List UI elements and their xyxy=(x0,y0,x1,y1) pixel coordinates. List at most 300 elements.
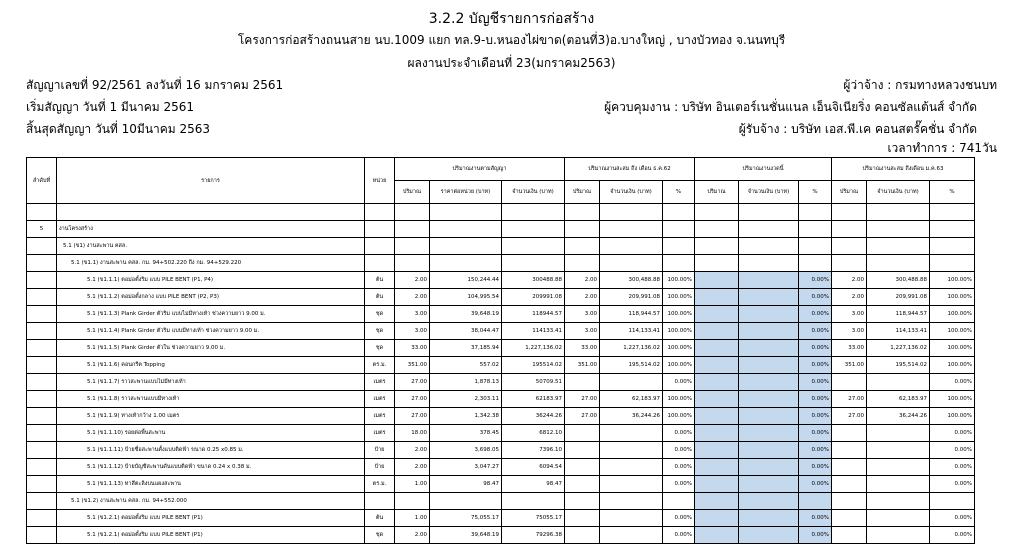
report-period: ผลงานประจำเดือนที่ 23(มกราคม2563) xyxy=(407,56,616,70)
construction-items-table xyxy=(26,157,975,544)
table-cell: 118944.57 xyxy=(502,306,565,323)
table-cell: 3.00 xyxy=(395,306,430,323)
table-cell: 27.00 xyxy=(395,374,430,391)
table-cell: 0.00% xyxy=(930,476,975,493)
table-cell: เมตร xyxy=(365,391,395,408)
sub-qty: ปริมาณ xyxy=(695,181,739,204)
table-cell xyxy=(695,238,739,255)
table-row xyxy=(27,442,975,459)
table-cell xyxy=(695,527,739,544)
sub-amount: จำนวนเงิน (บาท) xyxy=(739,181,799,204)
table-cell xyxy=(365,493,395,510)
table-cell xyxy=(832,425,867,442)
table-cell: 209,991.08 xyxy=(867,289,930,306)
table-cell xyxy=(27,323,57,340)
table-cell xyxy=(695,255,739,272)
table-cell xyxy=(600,442,663,459)
table-cell: 2.00 xyxy=(395,272,430,289)
table-row xyxy=(27,408,975,425)
table-cell xyxy=(832,476,867,493)
table-cell xyxy=(695,289,739,306)
table-row xyxy=(27,357,975,374)
table-row xyxy=(27,204,975,221)
cell-item: 5.1 (ข1.1.11) ป้ายชื่อสะพานตั้งแบบติดฟ้า ขนาด 0.25 x0.85 ม. xyxy=(57,442,365,459)
table-cell: 0.00% xyxy=(930,510,975,527)
table-cell xyxy=(600,476,663,493)
table-row xyxy=(27,391,975,408)
table-cell xyxy=(502,221,565,238)
table-cell xyxy=(739,255,799,272)
table-cell: 38,044.47 xyxy=(430,323,502,340)
table-cell: 0.00% xyxy=(663,459,695,476)
table-cell: 36,244.26 xyxy=(867,408,930,425)
table-cell xyxy=(565,238,600,255)
table-cell: 3,047.27 xyxy=(430,459,502,476)
table-cell: 0.00% xyxy=(663,442,695,459)
table-cell: 0.00% xyxy=(663,476,695,493)
table-cell: 557.02 xyxy=(430,357,502,374)
table-cell: ชุด xyxy=(365,323,395,340)
sub-unit-price: ราคาต่อหน่วย (บาท) xyxy=(430,181,502,204)
table-cell xyxy=(695,357,739,374)
table-cell xyxy=(739,425,799,442)
table-row xyxy=(27,527,975,544)
table-cell: 36,244.26 xyxy=(600,408,663,425)
table-cell: 100.00% xyxy=(663,408,695,425)
table-cell xyxy=(27,340,57,357)
table-cell: 114,133.41 xyxy=(600,323,663,340)
table-cell: ตร.ม. xyxy=(365,476,395,493)
table-cell: 3.00 xyxy=(832,306,867,323)
table-cell: 100.00% xyxy=(930,357,975,374)
table-cell: 2.00 xyxy=(565,272,600,289)
table-cell: 351.00 xyxy=(832,357,867,374)
table-cell: 209,991.08 xyxy=(600,289,663,306)
cell-item: 5.1 (ข1.1.8) ราวสะพานแบบมีทางเท้า xyxy=(57,391,365,408)
table-cell: 0.00% xyxy=(799,408,832,425)
table-cell xyxy=(867,459,930,476)
table-cell xyxy=(395,204,430,221)
cell-item: 5.1 (ข1.1.3) Plank Girder ตัวริม แบบไม่มีทางเท้า ช่วงความยาว 9.00 ม. xyxy=(57,306,365,323)
table-cell xyxy=(565,510,600,527)
table-cell xyxy=(27,425,57,442)
cell-item: 5.1 (ข1.2.1) ตอม่อตั้งริม แบบ PILE BENT (P1) xyxy=(57,527,365,544)
table-cell: 79296.38 xyxy=(502,527,565,544)
table-cell: ป้าย xyxy=(365,442,395,459)
table-cell: 0.00% xyxy=(799,527,832,544)
sub-qty: ปริมาณ xyxy=(832,181,867,204)
table-cell xyxy=(867,425,930,442)
header-unit: หน่วย xyxy=(365,158,395,204)
table-cell xyxy=(832,204,867,221)
table-cell xyxy=(695,442,739,459)
table-cell: 0.00% xyxy=(799,476,832,493)
table-row xyxy=(27,510,975,527)
sub-qty: ปริมาณ xyxy=(395,181,430,204)
table-cell: 0.00% xyxy=(930,459,975,476)
sub-pct: % xyxy=(930,181,975,204)
contract-end: สิ้นสุดสัญญา วันที่ 10มีนาคม 2563 xyxy=(26,122,211,136)
cell-item: 5.1 (ข1.1.4) Plank Girder ตัวริม แบบมีทางเท้า ช่วงความยาว 9.00 ม. xyxy=(57,323,365,340)
table-cell xyxy=(395,238,430,255)
table-cell xyxy=(663,204,695,221)
cell-item: 5.1 (ข1.1.9) ทางเท้ากว้าง 1.00 เมตร xyxy=(57,408,365,425)
table-cell xyxy=(739,476,799,493)
table-cell xyxy=(27,272,57,289)
cell-item: 5.1 (ข1.1.5) Plank Girder ตัวใน ช่วงความยาว 9.00 ม. xyxy=(57,340,365,357)
table-cell: 39,648.19 xyxy=(430,527,502,544)
table-cell: 0.00% xyxy=(930,425,975,442)
header-cumulative-dec: ปริมาณงานสะสม ถึง เดือน ธ.ค.62 xyxy=(565,158,695,181)
table-cell xyxy=(395,221,430,238)
table-row xyxy=(27,374,975,391)
table-cell xyxy=(663,221,695,238)
table-cell xyxy=(867,442,930,459)
table-row xyxy=(27,323,975,340)
cell-item: 5.1 (ข1) งานสะพาน คสล. xyxy=(57,238,365,255)
table-cell: ต้น xyxy=(365,510,395,527)
table-cell: 300,488.88 xyxy=(600,272,663,289)
table-cell: 0.00% xyxy=(799,459,832,476)
table-cell: 2.00 xyxy=(832,289,867,306)
table-cell: 0.00% xyxy=(799,442,832,459)
table-cell: 2.00 xyxy=(565,289,600,306)
table-cell xyxy=(27,255,57,272)
table-cell: 104,995.54 xyxy=(430,289,502,306)
table-cell: 0.00% xyxy=(930,442,975,459)
table-cell: 351.00 xyxy=(565,357,600,374)
table-cell: 100.00% xyxy=(930,272,975,289)
contract-number: สัญญาเลขที่ 92/2561 ลงวันที่ 16 มกราคม 2561 xyxy=(26,78,284,92)
employer: ผู้ว่าจ้าง : กรมทางหลวงชนบท xyxy=(843,78,997,92)
table-cell xyxy=(565,493,600,510)
cell-item: 5.1 (ข1.1.2) ตอม่อตั้งกลาง แบบ PILE BENT (P2, P3) xyxy=(57,289,365,306)
table-cell xyxy=(395,255,430,272)
cell-item: 5.1 (ข1.1.1) ตอม่อตั้งริม แบบ PILE BENT (P1, P4) xyxy=(57,272,365,289)
table-cell xyxy=(695,408,739,425)
table-row xyxy=(27,306,975,323)
table-cell: ตร.ม. xyxy=(365,357,395,374)
cell-item: 5.1 (ข1.1.7) ราวสะพานแบบไม่มีทางเท้า xyxy=(57,374,365,391)
table-cell xyxy=(739,527,799,544)
table-cell xyxy=(799,238,832,255)
table-cell xyxy=(695,221,739,238)
table-cell xyxy=(600,255,663,272)
table-cell xyxy=(27,391,57,408)
table-cell: 5 xyxy=(27,221,57,238)
table-cell: ชุด xyxy=(365,306,395,323)
table-cell xyxy=(365,221,395,238)
table-cell xyxy=(930,221,975,238)
table-cell: 100.00% xyxy=(930,323,975,340)
table-row xyxy=(27,476,975,493)
table-row xyxy=(27,289,975,306)
table-cell xyxy=(867,527,930,544)
table-cell xyxy=(832,459,867,476)
table-cell: 62183.97 xyxy=(502,391,565,408)
table-cell: 100.00% xyxy=(930,391,975,408)
table-cell xyxy=(27,374,57,391)
table-cell xyxy=(739,459,799,476)
cell-item: 5.1 (ข1.1.13) ทาสีตะลิงบนแผงสะพาน xyxy=(57,476,365,493)
table-cell: 0.00% xyxy=(930,374,975,391)
cell-item: 5.1 (ข1.1.6) คอนกรีต Topping xyxy=(57,357,365,374)
table-cell xyxy=(502,204,565,221)
table-cell xyxy=(867,255,930,272)
table-cell: 195,514.02 xyxy=(600,357,663,374)
table-cell: 3.00 xyxy=(565,323,600,340)
cell-item: งานโครงสร้าง xyxy=(57,221,365,238)
table-cell: 100.00% xyxy=(663,306,695,323)
table-cell xyxy=(867,510,930,527)
table-cell: 100.00% xyxy=(930,289,975,306)
table-cell xyxy=(565,374,600,391)
sub-amount: จำนวนเงิน (บาท) xyxy=(867,181,930,204)
table-cell xyxy=(739,391,799,408)
sub-pct: % xyxy=(663,181,695,204)
table-row xyxy=(27,272,975,289)
table-cell xyxy=(799,255,832,272)
table-cell xyxy=(832,510,867,527)
table-cell: 39,648.19 xyxy=(430,306,502,323)
table-cell: 3,698.05 xyxy=(430,442,502,459)
table-cell xyxy=(739,340,799,357)
table-cell xyxy=(739,204,799,221)
table-cell xyxy=(695,391,739,408)
table-cell xyxy=(565,255,600,272)
table-cell xyxy=(27,204,57,221)
table-cell: 0.00% xyxy=(799,425,832,442)
table-cell: 0.00% xyxy=(930,527,975,544)
table-cell: 2.00 xyxy=(395,442,430,459)
table-cell xyxy=(739,306,799,323)
table-cell xyxy=(695,476,739,493)
table-cell: 0.00% xyxy=(799,306,832,323)
table-cell: 36244.26 xyxy=(502,408,565,425)
table-cell xyxy=(739,238,799,255)
table-cell xyxy=(832,527,867,544)
table-cell: 0.00% xyxy=(799,510,832,527)
table-cell xyxy=(799,204,832,221)
table-cell: ต้น xyxy=(365,289,395,306)
table-cell xyxy=(663,238,695,255)
table-cell: 3.00 xyxy=(395,323,430,340)
table-cell: 50709.51 xyxy=(502,374,565,391)
table-cell xyxy=(27,527,57,544)
table-cell: 100.00% xyxy=(663,391,695,408)
table-cell: 100.00% xyxy=(663,323,695,340)
sub-amount: จำนวนเงิน (บาท) xyxy=(502,181,565,204)
table-cell xyxy=(365,238,395,255)
header-this-period: ปริมาณงานงวดนี้ xyxy=(695,158,832,181)
table-cell xyxy=(695,374,739,391)
header-contract-quantity: ปริมาณงานตามสัญญา xyxy=(395,158,565,181)
table-cell xyxy=(565,221,600,238)
table-cell: 300,488.88 xyxy=(867,272,930,289)
table-cell xyxy=(27,408,57,425)
table-cell xyxy=(930,204,975,221)
table-cell: 6812.10 xyxy=(502,425,565,442)
table-row xyxy=(27,255,975,272)
table-cell: 62,183.97 xyxy=(867,391,930,408)
table-cell: 118,944.57 xyxy=(600,306,663,323)
table-cell xyxy=(832,255,867,272)
table-cell xyxy=(695,306,739,323)
table-cell xyxy=(832,221,867,238)
table-cell: 1,342.38 xyxy=(430,408,502,425)
table-cell xyxy=(565,459,600,476)
table-cell xyxy=(695,459,739,476)
table-cell xyxy=(502,255,565,272)
table-cell xyxy=(663,493,695,510)
table-cell xyxy=(565,442,600,459)
cell-item: 5.1 (ข1.2) งานสะพาน คสล. กม. 94+552.000 xyxy=(57,493,365,510)
table-cell xyxy=(695,323,739,340)
table-cell xyxy=(600,221,663,238)
table-cell: 2.00 xyxy=(395,527,430,544)
table-cell xyxy=(739,493,799,510)
table-cell xyxy=(695,272,739,289)
table-cell: 100.00% xyxy=(930,408,975,425)
table-cell xyxy=(867,238,930,255)
table-cell: 1.00 xyxy=(395,510,430,527)
table-cell: 1,878.13 xyxy=(430,374,502,391)
table-cell xyxy=(365,204,395,221)
table-cell xyxy=(565,425,600,442)
table-cell: 2,303.11 xyxy=(430,391,502,408)
table-cell xyxy=(600,510,663,527)
table-cell: 2.00 xyxy=(395,289,430,306)
table-cell xyxy=(739,442,799,459)
table-cell: 33.00 xyxy=(832,340,867,357)
table-cell xyxy=(430,493,502,510)
table-cell: 150,244.44 xyxy=(430,272,502,289)
table-cell: 100.00% xyxy=(663,340,695,357)
table-row xyxy=(27,425,975,442)
table-cell: 98.47 xyxy=(502,476,565,493)
table-cell: 351.00 xyxy=(395,357,430,374)
contractor: ผู้รับจ้าง : บริษัท เอส.พี.เค คอนสตรั๊คชั่น จำกัด xyxy=(738,122,977,136)
table-cell xyxy=(867,221,930,238)
table-cell xyxy=(695,204,739,221)
table-cell xyxy=(600,493,663,510)
table-cell xyxy=(27,493,57,510)
table-cell: เมตร xyxy=(365,374,395,391)
table-cell xyxy=(695,425,739,442)
table-cell xyxy=(695,510,739,527)
sub-pct: % xyxy=(799,181,832,204)
table-cell: 62,183.97 xyxy=(600,391,663,408)
table-cell xyxy=(739,374,799,391)
page-title: 3.2.2 บัญชีรายการก่อสร้าง xyxy=(428,11,595,27)
table-cell xyxy=(565,204,600,221)
table-cell: 2.00 xyxy=(832,272,867,289)
table-cell: 3.00 xyxy=(832,323,867,340)
table-cell: 1,227,136.02 xyxy=(502,340,565,357)
table-cell xyxy=(867,493,930,510)
table-cell: 0.00% xyxy=(799,374,832,391)
table-cell: เมตร xyxy=(365,408,395,425)
table-cell xyxy=(799,493,832,510)
cell-item: 5.1 (ข1.1) งานสะพาน คสล. กม. 94+502.220 ถึง กม. 94+529.220 xyxy=(57,255,365,272)
table-cell xyxy=(430,255,502,272)
table-cell xyxy=(832,238,867,255)
table-cell xyxy=(502,493,565,510)
table-cell: 27.00 xyxy=(565,391,600,408)
table-cell xyxy=(832,493,867,510)
table-cell xyxy=(600,374,663,391)
table-cell xyxy=(739,408,799,425)
table-cell xyxy=(663,255,695,272)
table-cell xyxy=(600,238,663,255)
table-cell xyxy=(739,289,799,306)
table-cell: 0.00% xyxy=(799,289,832,306)
table-cell xyxy=(867,476,930,493)
table-cell xyxy=(739,221,799,238)
header-seq: ลำดับที่ xyxy=(27,158,57,204)
table-cell xyxy=(867,204,930,221)
table-cell: 0.00% xyxy=(663,425,695,442)
table-cell: 0.00% xyxy=(799,323,832,340)
table-cell xyxy=(27,459,57,476)
table-cell: ป้าย xyxy=(365,459,395,476)
table-cell xyxy=(430,238,502,255)
table-cell: 33.00 xyxy=(565,340,600,357)
table-cell: 75055.17 xyxy=(502,510,565,527)
table-cell: 27.00 xyxy=(832,408,867,425)
table-cell xyxy=(600,459,663,476)
table-cell xyxy=(739,323,799,340)
table-cell xyxy=(695,340,739,357)
table-cell: 18.00 xyxy=(395,425,430,442)
table-cell: 1,227,136.02 xyxy=(600,340,663,357)
table-cell: 75,055.17 xyxy=(430,510,502,527)
table-cell xyxy=(600,527,663,544)
table-cell: 300488.88 xyxy=(502,272,565,289)
table-cell: 195,514.02 xyxy=(867,357,930,374)
table-cell xyxy=(739,357,799,374)
table-cell: 114133.41 xyxy=(502,323,565,340)
table-cell xyxy=(832,442,867,459)
table-cell xyxy=(365,255,395,272)
table-cell xyxy=(502,238,565,255)
project-name: โครงการก่อสร้างถนนสาย นบ.1009 แยก ทล.9-บ.หนองไผ่ขาด(ตอนที่3)อ.บางใหญ่ , บางบัวทอง จ.นนทบุรี xyxy=(237,33,786,47)
table-cell: 0.00% xyxy=(799,391,832,408)
table-cell xyxy=(930,238,975,255)
table-cell xyxy=(739,510,799,527)
working-duration: เวลาทำการ : 741วัน xyxy=(887,141,997,155)
table-cell: 27.00 xyxy=(832,391,867,408)
cell-item: 5.1 (ข1.2.1) ตอม่อตั้งริม แบบ PILE BENT (P1) xyxy=(57,510,365,527)
table-cell: 100.00% xyxy=(930,340,975,357)
table-cell: 37,185.94 xyxy=(430,340,502,357)
table-cell: 100.00% xyxy=(930,306,975,323)
table-cell: 33.00 xyxy=(395,340,430,357)
table-cell xyxy=(27,306,57,323)
table-cell xyxy=(930,493,975,510)
table-cell: 1,227,136.02 xyxy=(867,340,930,357)
table-cell xyxy=(430,221,502,238)
table-cell xyxy=(565,476,600,493)
table-cell: 118,944.57 xyxy=(867,306,930,323)
table-cell: 114,133.41 xyxy=(867,323,930,340)
table-cell xyxy=(27,510,57,527)
table-row xyxy=(27,493,975,510)
table-cell: 0.00% xyxy=(663,527,695,544)
table-cell xyxy=(930,255,975,272)
table-row xyxy=(27,459,975,476)
table-cell xyxy=(695,493,739,510)
